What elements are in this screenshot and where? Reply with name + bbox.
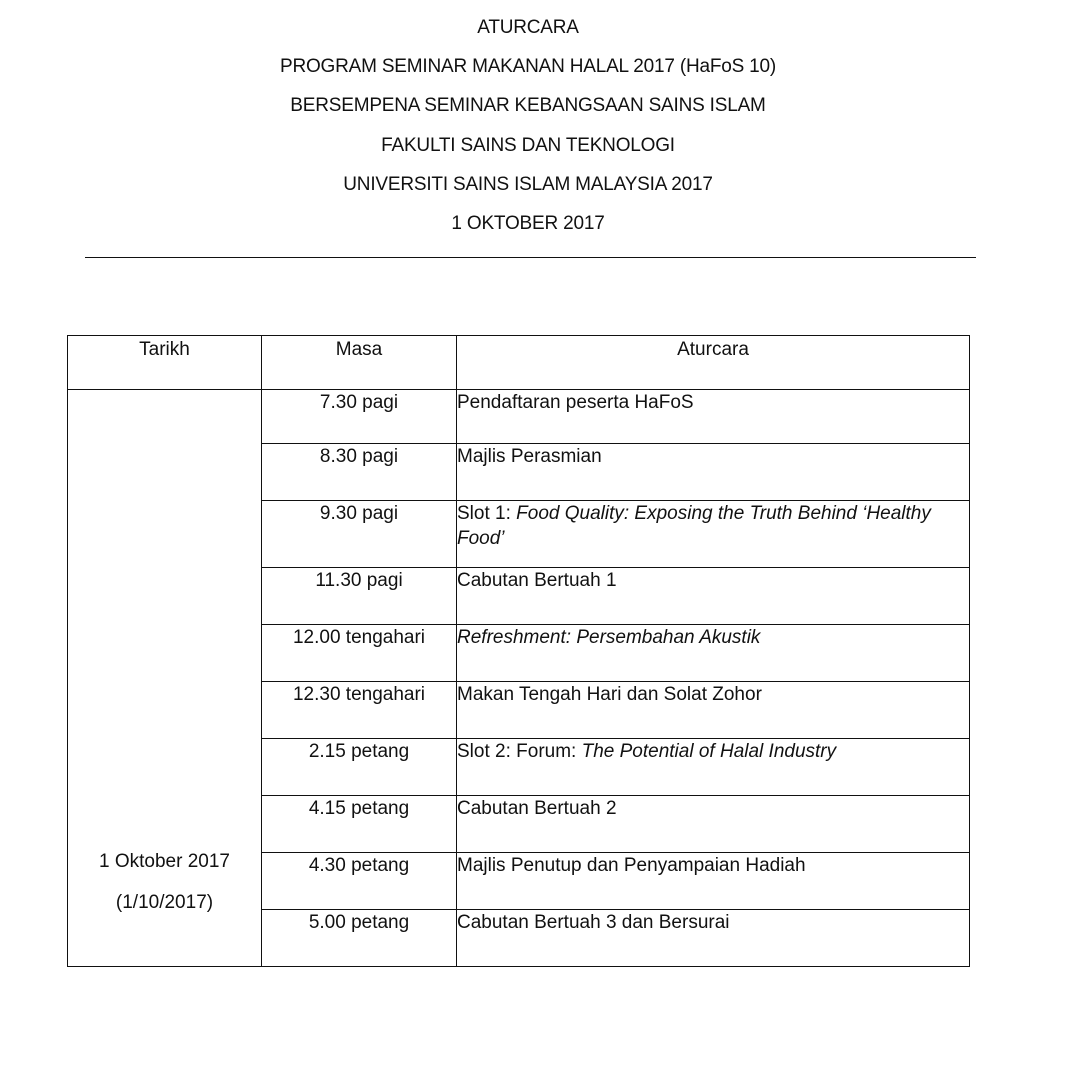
time-cell: 9.30 pagi	[262, 501, 457, 568]
agenda-text: Cabutan Bertuah 3 dan Bersurai	[457, 912, 730, 933]
agenda-cell	[457, 910, 970, 967]
column-header-date: Tarikh	[68, 336, 262, 390]
agenda-cell	[457, 739, 970, 796]
agenda-text: Slot 2: Forum:	[457, 741, 582, 762]
time-cell: 5.00 petang	[262, 910, 457, 967]
agenda-text: Makan Tengah Hari dan Solat Zohor	[457, 684, 762, 705]
agenda-italic-text: Food Quality: Exposing the Truth Behind ‘Healthy Food’	[457, 503, 931, 549]
agenda-text: Majlis Perasmian	[457, 446, 602, 467]
time-cell: 12.30 tengahari	[262, 682, 457, 739]
time-cell: 4.15 petang	[262, 796, 457, 853]
program-title: PROGRAM SEMINAR MAKANAN HALAL 2017 (HaFoS 10)	[279, 56, 777, 78]
agenda-italic-text: Refreshment: Persembahan Akustik	[457, 627, 761, 648]
agenda-text: Pendaftaran peserta HaFoS	[457, 392, 694, 413]
date-numeric: (1/10/2017)	[115, 892, 214, 913]
time-cell: 7.30 pagi	[262, 390, 457, 444]
faculty-name: FAKULTI SAINS DAN TEKNOLOGI	[381, 134, 675, 156]
document-header	[0, 14, 1056, 249]
program-subtitle: BERSEMPENA SEMINAR KEBANGSAAN SAINS ISLAM	[290, 95, 766, 117]
time-cell: 11.30 pagi	[262, 568, 457, 625]
agenda-cell	[457, 444, 970, 501]
university-name: UNIVERSITI SAINS ISLAM MALAYSIA 2017	[343, 173, 713, 195]
schedule-table	[67, 335, 970, 967]
agenda-cell	[457, 390, 970, 444]
agenda-cell	[457, 796, 970, 853]
column-header-agenda: Aturcara	[457, 336, 970, 390]
time-cell: 4.30 petang	[262, 853, 457, 910]
agenda-cell	[457, 853, 970, 910]
agenda-text: Cabutan Bertuah 1	[457, 570, 617, 591]
agenda-cell	[457, 625, 970, 682]
date-text: 1 Oktober 2017	[99, 851, 230, 872]
time-cell: 2.15 petang	[262, 739, 457, 796]
table-header-row	[68, 336, 970, 390]
agenda-italic-text: The Potential of Halal Industry	[581, 741, 837, 762]
agenda-text: Cabutan Bertuah 2	[457, 798, 617, 819]
time-cell: 8.30 pagi	[262, 444, 457, 501]
event-date: 1 OKTOBER 2017	[451, 212, 605, 234]
column-header-time: Masa	[262, 336, 457, 390]
table-row	[68, 390, 970, 444]
date-cell	[68, 390, 262, 967]
header-divider	[85, 257, 976, 258]
agenda-cell	[457, 501, 970, 568]
agenda-text: Slot 1:	[457, 503, 517, 524]
document-title: ATURCARA	[477, 17, 579, 38]
time-cell: 12.00 tengahari	[262, 625, 457, 682]
agenda-cell	[457, 568, 970, 625]
agenda-text: Majlis Penutup dan Penyampaian Hadiah	[457, 855, 806, 876]
agenda-cell	[457, 682, 970, 739]
